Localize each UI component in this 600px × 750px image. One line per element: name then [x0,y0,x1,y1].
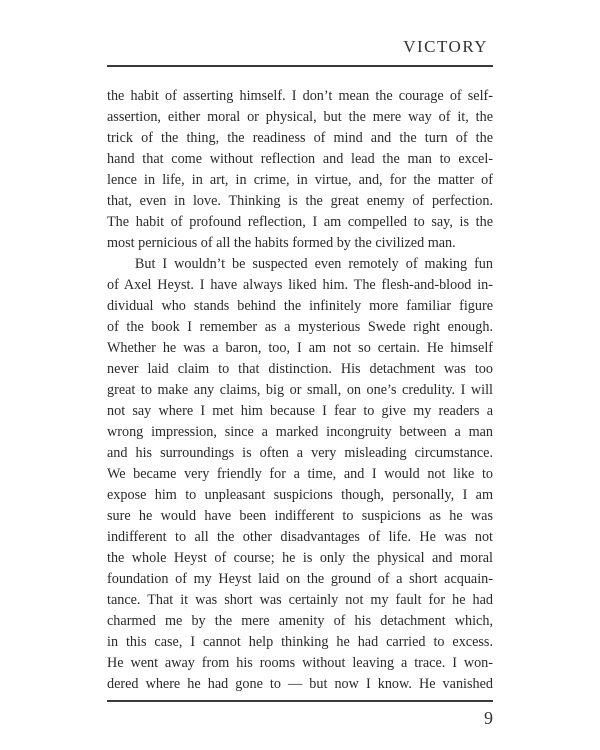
text-line: and his surroundings is often a very misleading circumstance. [107,445,493,461]
text-line: not say where I met him because I fear to give my readers a [107,403,493,419]
text-line: Whether he was a baron, too, I am not so certain. He himself [107,340,493,356]
text-line: The habit of profound reflection, I am compelled to say, is the [107,214,493,230]
text-line: charmed me by the mere amenity of his detachment which, [107,613,493,629]
text-line: never laid claim to that distinction. His detachment was too [107,361,493,377]
text-line: tance. That it was short was certainly not my fault for he had [107,592,493,608]
text-line: of the book I remember as a mysterious Swede right enough. [107,319,493,335]
text-line: in this case, I cannot help thinking he had carried to excess. [107,634,493,650]
text-line: dividual who stands behind the infinitely more familiar figure [107,298,493,314]
header-rule [107,65,493,67]
text-line: that, even in love. Thinking is the great enemy of perfection. [107,193,493,209]
footer-rule [107,700,493,702]
text-line: wrong impression, since a marked incongruity between a man [107,424,493,440]
text-line: But I wouldn’t be suspected even remotely of making fun [107,256,493,272]
text-line: the whole Heyst of course; he is only the physical and moral [107,550,493,566]
text-line: He went away from his rooms without leaving a trace. I won- [107,655,493,671]
text-line: sure he would have been indifferent to suspicions as he was [107,508,493,524]
running-title: VICTORY [403,37,488,56]
text-line: trick of the thing, the readiness of mind and the turn of the [107,130,493,146]
text-line: expose him to unpleasant suspicions though, personally, I am [107,487,493,503]
text-line: most pernicious of all the habits formed by the civilized man. [107,235,456,251]
text-line: hand that come without reflection and lead the man to excel- [107,151,493,167]
text-line: lence in life, in art, in crime, in virtue, and, for the matter of [107,172,493,188]
text-line: of Axel Heyst. I have always liked him. The flesh-and-blood in- [107,277,493,293]
text-line: We became very friendly for a time, and I would not like to [107,466,493,482]
text-line: the habit of asserting himself. I don’t mean the courage of self- [107,88,493,104]
page-number: 9 [484,708,493,728]
text-line: indifferent to all the other disadvantages of life. He was not [107,529,493,545]
body-text [107,86,493,695]
text-line: dered where he had gone to — but now I know. He vanished [107,676,493,692]
text-line: great to make any claims, big or small, on one’s credulity. I will [107,382,493,398]
text-line: assertion, either moral or physical, but the mere way of it, the [107,109,493,125]
text-line: foundation of my Heyst laid on the ground of a short acquain- [107,571,493,587]
